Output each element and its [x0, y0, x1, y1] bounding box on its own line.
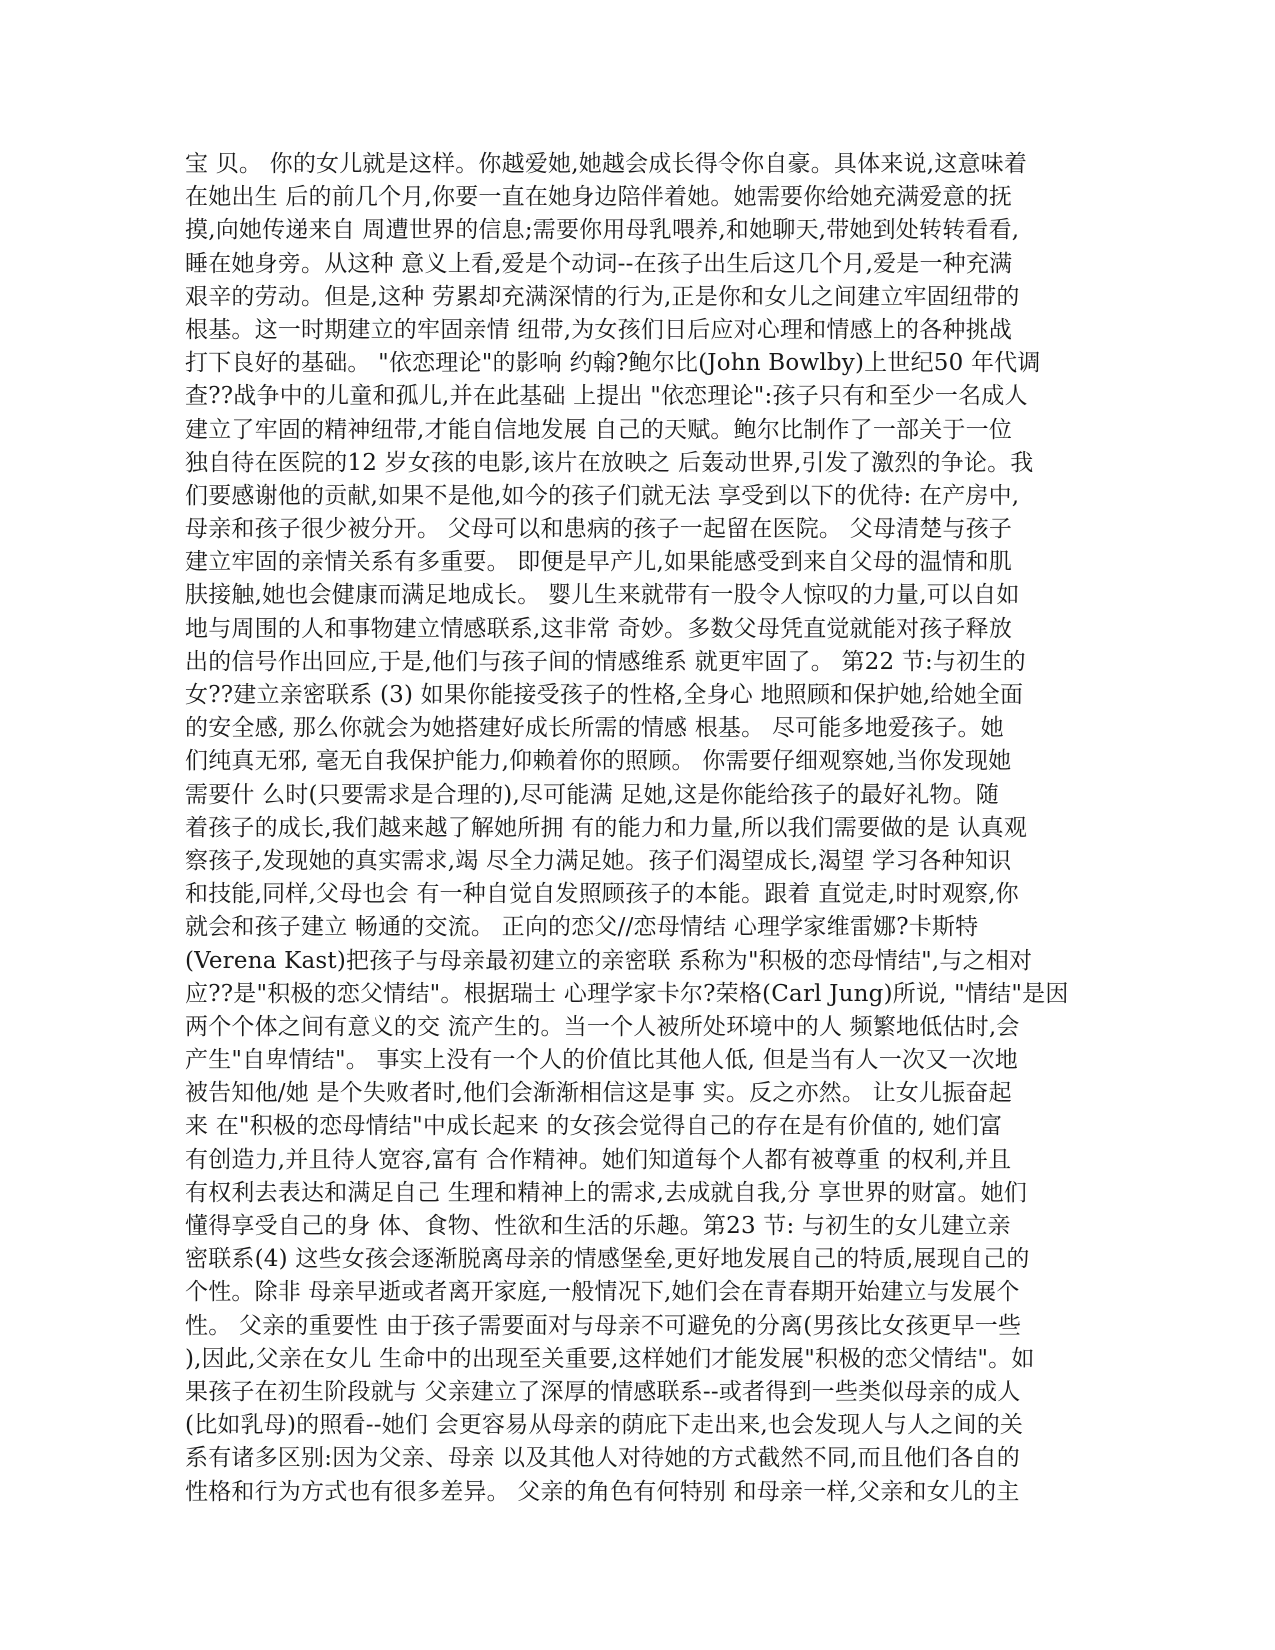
text-line: 建立了牢固的精神纽带,才能自信地发展 自己的天赋。鲍尔比制作了一部关于一位: [185, 416, 1013, 443]
text-line: 察孩子,发现她的真实需求,竭 尽全力满足她。孩子们渴望成长,渴望 学习各种知识: [185, 847, 1012, 874]
text-line: (比如乳母)的照看--她们 会更容易从母亲的荫庇下走出来,也会发现人与人之间的关: [185, 1412, 1024, 1439]
text-line: 着孩子的成长,我们越来越了解她所拥 有的能力和力量,所以我们需要做的是 认真观: [185, 814, 1028, 841]
text-line: 应??是"积极的恋父情结"。根据瑞士 心理学家卡尔?荣格(Carl Jung)所说, "情结"是因: [185, 980, 1069, 1007]
text-line: 睡在她身旁。从这种 意义上看,爱是个动词--在孩子出生后这几个月,爱是一种充满: [185, 250, 1013, 277]
text-line: 就会和孩子建立 畅通的交流。 正向的恋父//恋母情结 心理学家维雷娜?卡斯特: [185, 914, 979, 941]
text-line: 和技能,同样,父母也会 有一种自觉自发照顾孩子的本能。跟着 直觉走,时时观察,你: [185, 881, 1019, 908]
text-line: 来 在"积极的恋母情结"中成长起来 的女孩会觉得自己的存在是有价值的, 她们富: [185, 1113, 1003, 1140]
text-line: 根基。这一时期建立的牢固亲情 纽带,为女孩们日后应对心理和情感上的各种挑战: [185, 316, 1013, 343]
text-line: 建立牢固的亲情关系有多重要。 即便是早产儿,如果能感受到来自父母的温情和肌: [185, 549, 1013, 576]
text-line: 摸,向她传递来自 周遭世界的信息;需要你用母乳喂养,和她聊天,带她到处转转看看,: [185, 217, 1020, 244]
text-line: 母亲和孩子很少被分开。 父母可以和患病的孩子一起留在医院。 父母清楚与孩子: [185, 516, 1013, 543]
text-line: 们要感谢他的贡献,如果不是他,如今的孩子们就无法 享受到以下的优待: 在产房中,: [185, 482, 1020, 509]
text-line: ),因此,父亲在女儿 生命中的出现至关重要,这样她们才能发展"积极的恋父情结"。如: [185, 1345, 1035, 1372]
body-text: [185, 148, 1085, 1509]
text-line: 出的信号作出回应,于是,他们与孩子间的情感维系 就更牢固了。 第22 节:与初生的: [185, 648, 1026, 675]
text-line: 肤接触,她也会健康而满足地成长。 婴儿生来就带有一股令人惊叹的力量,可以自如: [185, 582, 1020, 609]
text-line: 打下良好的基础。 "依恋理论"的影响 约翰?鲍尔比(John Bowlby)上世纪50 年代调: [185, 350, 1041, 377]
text-line: 有创造力,并且待人宽容,富有 合作精神。她们知道每个人都有被尊重 的权利,并且: [185, 1146, 1012, 1173]
text-line: 宝 贝。 你的女儿就是这样。你越爱她,她越会成长得令你自豪。具体来说,这意味着: [185, 151, 1028, 177]
text-line: 独自待在医院的12 岁女孩的电影,该片在放映之 后轰动世界,引发了激烈的争论。我: [185, 449, 1034, 476]
text-line: 个性。除非 母亲早逝或者离开家庭,一般情况下,她们会在青春期开始建立与发展个: [185, 1279, 1020, 1306]
text-line: 懂得享受自己的身 体、食物、性欲和生活的乐趣。第23 节: 与初生的女儿建立亲: [185, 1213, 1011, 1239]
text-line: 的安全感, 那么你就会为她搭建好成长所需的情感 根基。 尽可能多地爱孩子。她: [185, 715, 1004, 742]
text-line: 产生"自卑情结"。 事实上没有一个人的价值比其他人低, 但是当有人一次又一次地: [185, 1047, 1018, 1074]
text-line: 系有诸多区别:因为父亲、母亲 以及其他人对待她的方式截然不同,而且他们各自的: [185, 1445, 1020, 1472]
text-line: 地与周围的人和事物建立情感联系,这非常 奇妙。多数父母凭直觉就能对孩子释放: [185, 615, 1013, 642]
text-line: 查??战争中的儿童和孤儿,并在此基础 上提出 "依恋理论":孩子只有和至少一名成人: [185, 383, 1028, 410]
text-line: 在她出生 后的前几个月,你要一直在她身边陪伴着她。她需要你给她充满爱意的抚: [185, 184, 1013, 211]
text-line: 们纯真无邪, 毫无自我保护能力,仰赖着你的照顾。 你需要仔细观察她,当你发现她: [185, 748, 1012, 775]
text-line: (Verena Kast)把孩子与母亲最初建立的亲密联 系称为"积极的恋母情结",与之相对: [185, 947, 1033, 974]
text-line: 艰辛的劳动。但是,这种 劳累却充满深情的行为,正是你和女儿之间建立牢固纽带的: [185, 283, 1020, 310]
text-line: 性格和行为方式也有很多差异。 父亲的角色有何特别 和母亲一样,父亲和女儿的主: [185, 1478, 1020, 1505]
text-line: 女??建立亲密联系 (3) 如果你能接受孩子的性格,全身心 地照顾和保护她,给她全面: [185, 682, 1024, 708]
text-line: 性。 父亲的重要性 由于孩子需要面对与母亲不可避免的分离(男孩比女孩更早一些: [185, 1312, 1022, 1339]
text-line: 两个个体之间有意义的交 流产生的。当一个人被所处环境中的人 频繁地低估时,会: [185, 1013, 1020, 1040]
text-line: 密联系(4) 这些女孩会逐渐脱离母亲的情感堡垒,更好地发展自己的特质,展现自己的: [185, 1246, 1030, 1273]
text-line: 有权利去表达和满足自己 生理和精神上的需求,去成就自我,分 享世界的财富。她们: [185, 1179, 1028, 1206]
text-line: 果孩子在初生阶段就与 父亲建立了深厚的情感联系--或者得到一些类似母亲的成人: [185, 1378, 1021, 1405]
text-line: 需要什 么时(只要需求是合理的),尽可能满 足她,这是你能给孩子的最好礼物。随: [185, 781, 999, 808]
text-line: 被告知他/她 是个失败者时,他们会渐渐相信这是事 实。反之亦然。 让女儿振奋起: [185, 1080, 1012, 1107]
